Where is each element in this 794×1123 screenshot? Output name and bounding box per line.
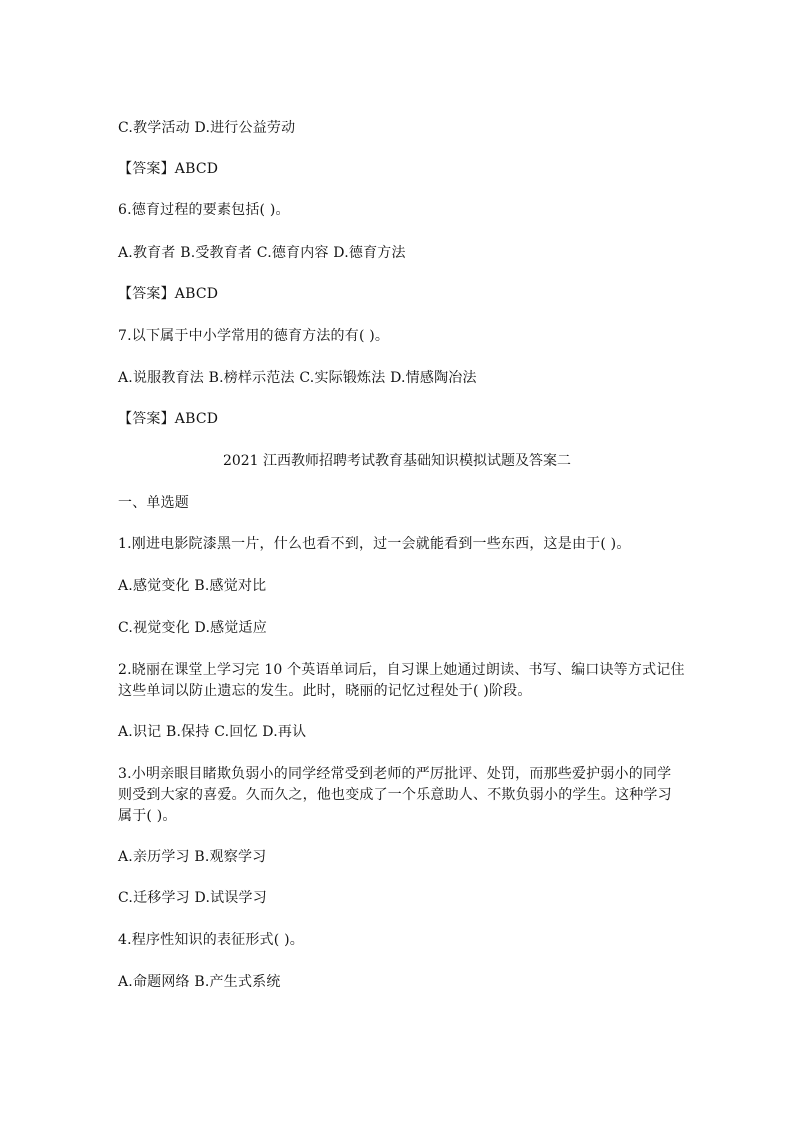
section-title: 2021 江西教师招聘考试教育基础知识模拟试题及答案二 [222, 453, 572, 469]
question-1: 1.刚进电影院漆黑一片，什么也看不到，过一会就能看到一些东西，这是由于( )。 [118, 536, 631, 552]
section-heading-single-choice: 一、单选题 [118, 495, 189, 511]
options-q3-ab: A.亲历学习 B.观察学习 [118, 849, 267, 865]
options-q7: A.说服教育法 B.榜样示范法 C.实际锻炼法 D.情感陶冶法 [118, 370, 477, 386]
question-3-line-2: 则受到大家的喜爱。久而久之，他也变成了一个乐意助人、不欺负弱小的学生。这种学习 [118, 787, 672, 803]
question-4: 4.程序性知识的表征形式( )。 [118, 932, 304, 948]
options-q1-cd: C.视觉变化 D.感觉适应 [118, 620, 267, 636]
answer-q5: 【答案】ABCD [118, 161, 219, 177]
options-q1-ab: A.感觉变化 B.感觉对比 [118, 578, 267, 594]
option-line-q5-cd: C.教学活动 D.进行公益劳动 [118, 120, 296, 136]
question-7: 7.以下属于中小学常用的德育方法的有( )。 [118, 328, 390, 344]
options-q4-ab: A.命题网络 B.产生式系统 [118, 974, 281, 990]
options-q3-cd: C.迁移学习 D.试误学习 [118, 890, 267, 906]
question-6: 6.德育过程的要素包括( )。 [118, 202, 290, 218]
answer-q6: 【答案】ABCD [118, 286, 219, 302]
options-q2: A.识记 B.保持 C.回忆 D.再认 [118, 724, 307, 740]
question-3-line-3: 属于( )。 [118, 808, 177, 824]
question-3-line-1: 3.小明亲眼目睹欺负弱小的同学经常受到老师的严厉批评、处罚，而那些爱护弱小的同学 [118, 766, 672, 782]
answer-q7: 【答案】ABCD [118, 411, 219, 427]
question-2-line-2: 这些单词以防止遗忘的发生。此时，晓丽的记忆过程处于( )阶段。 [118, 683, 532, 699]
question-2-line-1: 2.晓丽在课堂上学习完 10 个英语单词后，自习课上她通过朗读、书写、编口诀等方式记住 [118, 662, 685, 678]
options-q6: A.教育者 B.受教育者 C.德育内容 D.德育方法 [118, 245, 406, 261]
